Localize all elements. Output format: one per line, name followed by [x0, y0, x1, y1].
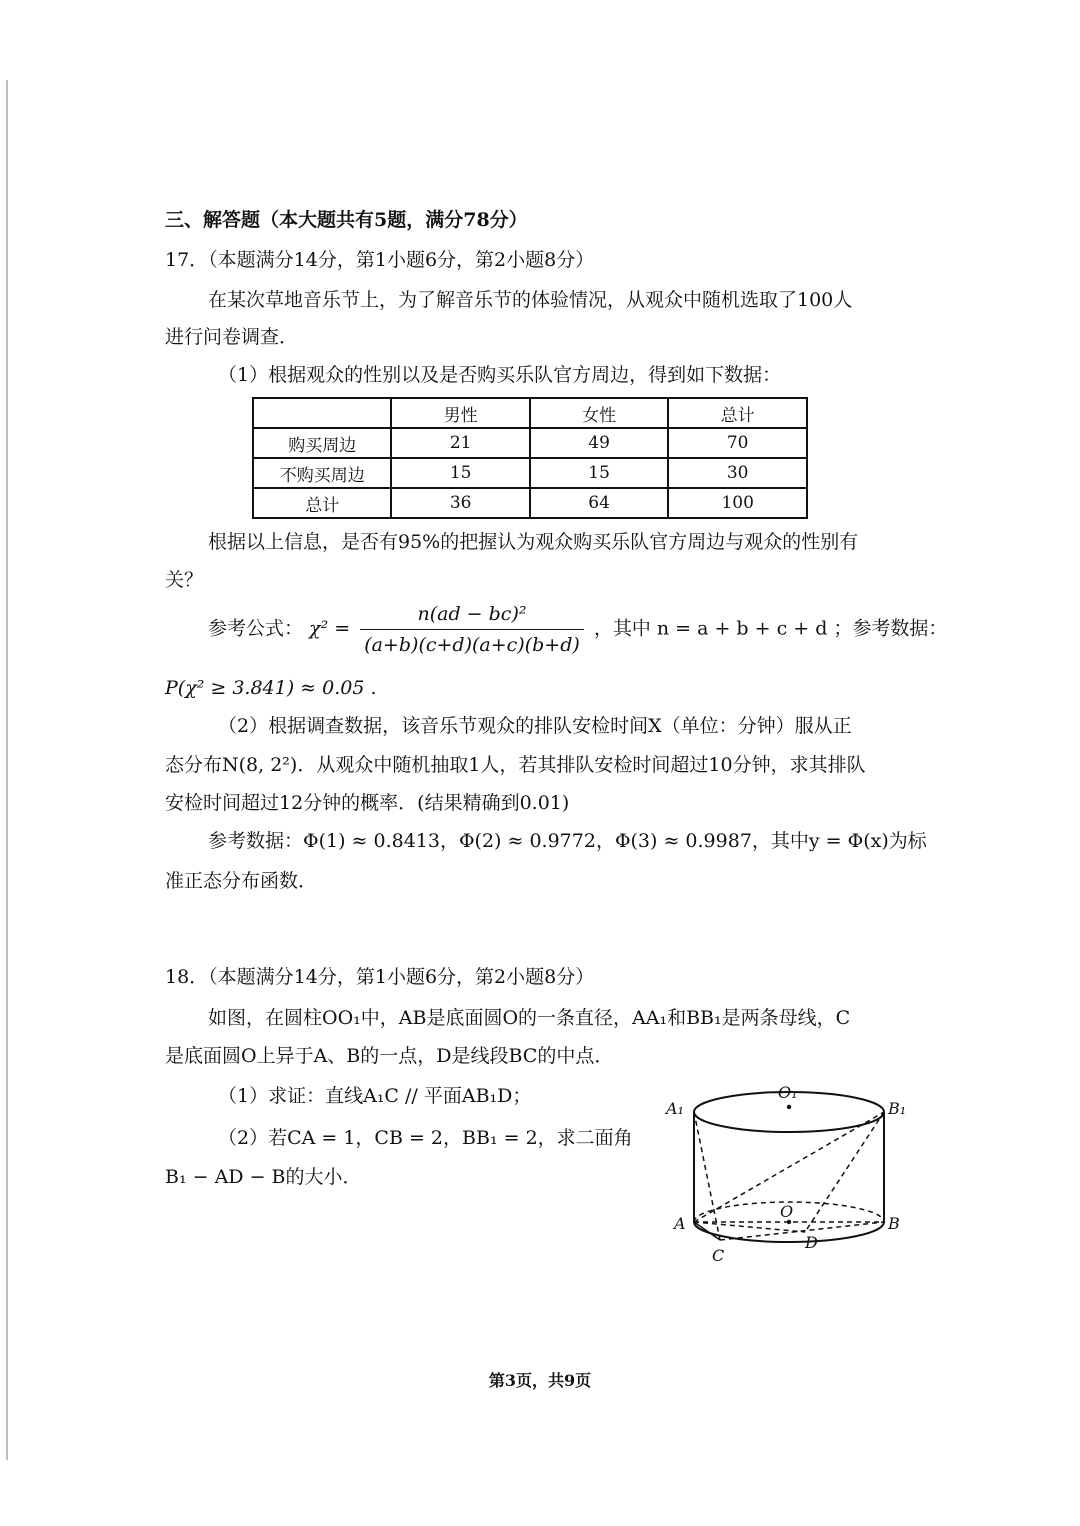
- formula-numerator: n(ad − bc)²: [360, 601, 584, 630]
- table-row: [253, 428, 807, 458]
- table-cell: 49: [530, 428, 668, 458]
- table-cell: 30: [668, 458, 807, 488]
- table-row: [253, 488, 807, 518]
- table-header-cell: 总计: [668, 398, 807, 428]
- table-header-cell: 男性: [391, 398, 529, 428]
- label-c: C: [712, 1246, 725, 1265]
- table-cell: 总计: [253, 488, 391, 518]
- label-d: D: [805, 1233, 818, 1252]
- q17-part2-line2: 态分布N(8, 2²)．从观众中随机抽取1人，若其排队安检时间超过10分钟，求其排队: [165, 754, 866, 776]
- q17-ref-value: P(χ² ≥ 3.841) ≈ 0.05 .: [165, 677, 377, 699]
- q17-ref2-line2: 准正态分布函数．: [165, 870, 318, 892]
- q17-intro-line1: 在某次草地音乐节上，为了解音乐节的体验情况，从观众中随机选取了100人: [208, 289, 853, 311]
- q17-intro-line2: 进行问卷调查．: [165, 326, 299, 348]
- q17-question-line2: 关？: [165, 569, 204, 591]
- q17-part1: （1）根据观众的性别以及是否购买乐队官方周边，得到如下数据：: [218, 364, 782, 386]
- table-cell: 15: [530, 458, 668, 488]
- label-a: A: [674, 1214, 686, 1233]
- table-cell: 15: [391, 458, 529, 488]
- table-header-row: [253, 398, 807, 428]
- point-o1: [787, 1105, 791, 1109]
- chi-square-formula: [208, 601, 947, 658]
- table-cell: 70: [668, 428, 807, 458]
- table-cell: 36: [391, 488, 529, 518]
- table-cell: 不购买周边: [253, 458, 391, 488]
- table-cell: 21: [391, 428, 529, 458]
- label-o: O: [780, 1202, 794, 1221]
- label-a1: A₁: [666, 1099, 684, 1118]
- contingency-table: [252, 397, 808, 519]
- label-o1: O₁: [778, 1083, 798, 1102]
- formula-tail: ，其中 n = a + b + c + d ；参考数据：: [593, 617, 948, 640]
- q17-part2-line3: 安检时间超过12分钟的概率．(结果精确到0.01): [165, 792, 570, 814]
- q18-header: 18．（本题满分14分，第1小题6分，第2小题8分）: [165, 966, 595, 988]
- segment-cb: [720, 1222, 884, 1240]
- q18-part1: （1）求证：直线A₁C // 平面AB₁D；: [218, 1085, 532, 1107]
- formula-denominator: (a+b)(c+d)(a+c)(b+d): [364, 634, 580, 656]
- page-footer: 第3页，共9页: [488, 1371, 592, 1390]
- q17-question-line1: 根据以上信息，是否有95%的把握认为观众购买乐队官方周边与观众的性别有: [208, 531, 859, 553]
- segment-a1c: [694, 1112, 720, 1240]
- table-cell: 购买周边: [253, 428, 391, 458]
- formula-fraction: [360, 601, 584, 658]
- scan-edge-mark: [6, 80, 8, 1460]
- q18-line1: 如图，在圆柱OO₁中，AB是底面圆O的一条直径，AA₁和BB₁是两条母线，C: [208, 1007, 851, 1029]
- label-b1: B₁: [888, 1099, 907, 1118]
- label-b: B: [888, 1214, 900, 1233]
- formula-lhs: χ² =: [309, 617, 351, 640]
- cylinder-figure: [660, 1080, 910, 1270]
- q17-header: 17．（本题满分14分，第1小题6分，第2小题8分）: [165, 249, 595, 271]
- q18-part2-line2: B₁ − AD − B的大小．: [165, 1166, 362, 1188]
- table-header-cell: 女性: [530, 398, 668, 428]
- table-cell: 64: [530, 488, 668, 518]
- segment-b1d: [805, 1112, 884, 1232]
- table-row: [253, 458, 807, 488]
- formula-label: 参考公式：: [208, 617, 304, 640]
- q18-part2: （2）若CA = 1，CB = 2，BB₁ = 2，求二面角: [218, 1127, 633, 1149]
- section-title: 三、解答题（本大题共有5题，满分78分）: [165, 209, 528, 231]
- table-cell: 100: [668, 488, 807, 518]
- q18-line2: 是底面圆O上异于A、B的一点，D是线段BC的中点．: [165, 1045, 614, 1067]
- table-header-cell: [253, 398, 391, 428]
- q17-ref2-line1: 参考数据：Φ(1) ≈ 0.8413，Φ(2) ≈ 0.9772，Φ(3) ≈ 0.9987，其中y = Φ(x)为标: [208, 830, 927, 852]
- q17-part2-line1: （2）根据调查数据，该音乐节观众的排队安检时间X（单位：分钟）服从正: [218, 715, 852, 737]
